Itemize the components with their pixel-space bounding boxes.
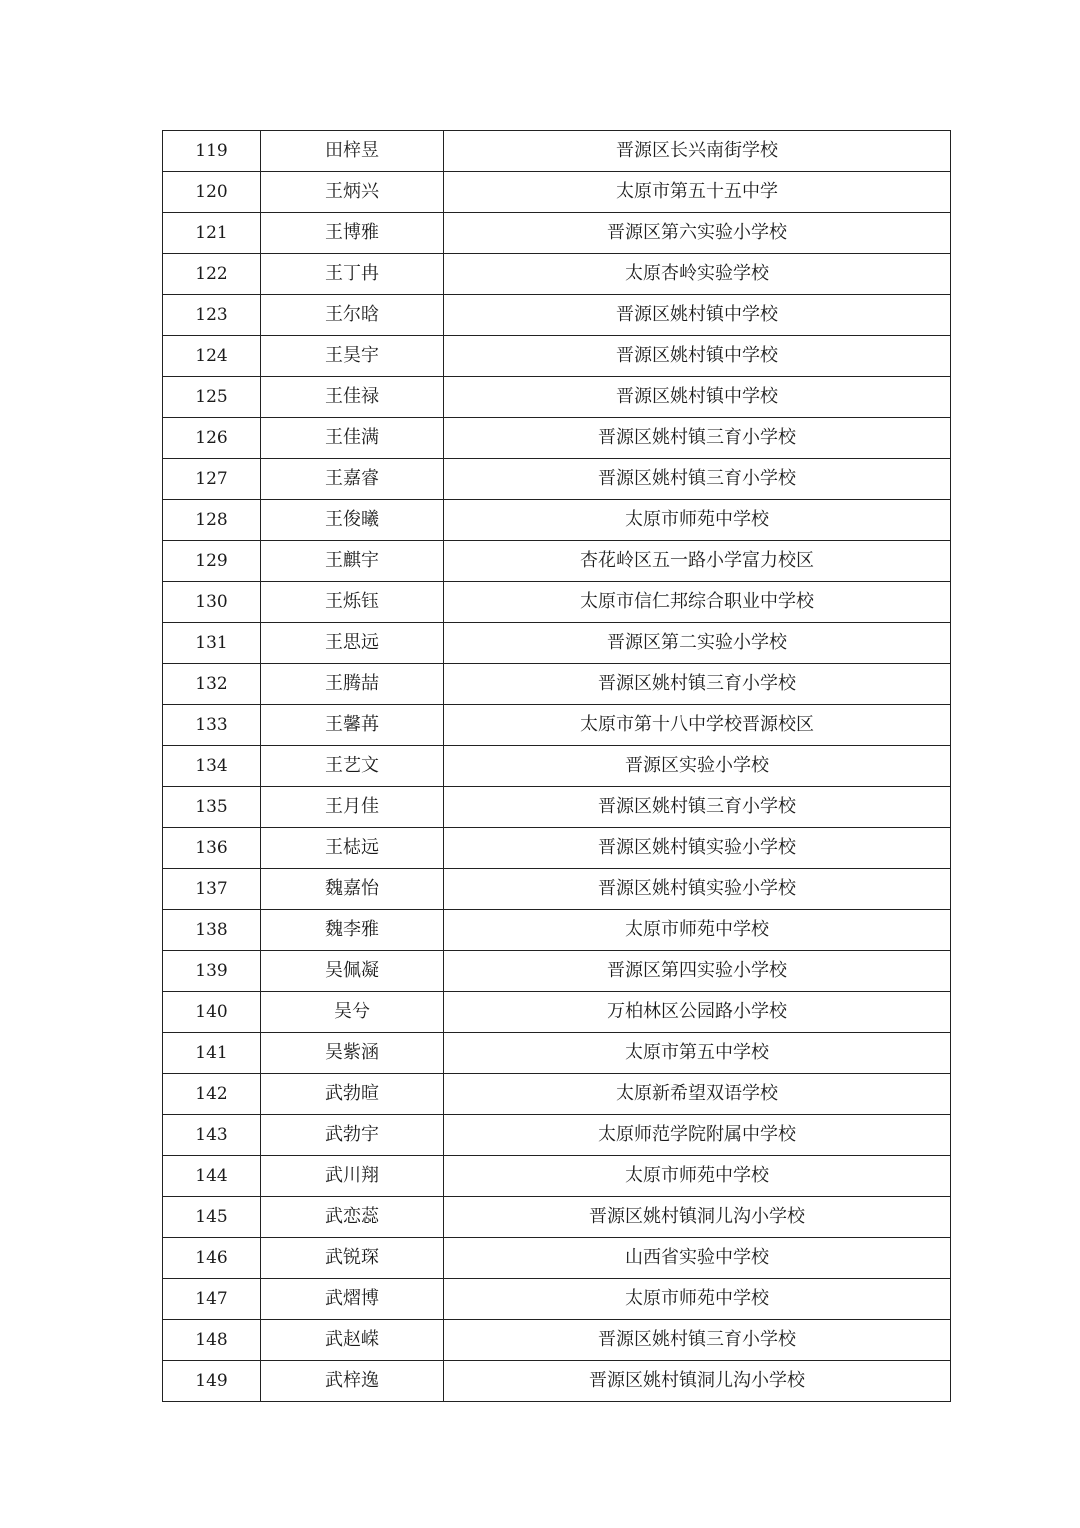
table-row xyxy=(163,295,951,336)
table-row xyxy=(163,1033,951,1074)
school-name-cell: 晋源区长兴南街学校 xyxy=(444,131,951,172)
row-number-cell: 140 xyxy=(163,992,261,1033)
row-number-cell: 144 xyxy=(163,1156,261,1197)
table-row xyxy=(163,1156,951,1197)
table-row xyxy=(163,172,951,213)
school-name-cell: 太原市师苑中学校 xyxy=(444,1279,951,1320)
table-row xyxy=(163,582,951,623)
school-name-cell: 晋源区姚村镇三育小学校 xyxy=(444,459,951,500)
table-row xyxy=(163,418,951,459)
row-number-cell: 142 xyxy=(163,1074,261,1115)
table-row xyxy=(163,459,951,500)
student-name-cell: 吴兮 xyxy=(261,992,444,1033)
student-name-cell: 田梓昱 xyxy=(261,131,444,172)
table-row xyxy=(163,254,951,295)
school-name-cell: 晋源区第四实验小学校 xyxy=(444,951,951,992)
table-row xyxy=(163,1074,951,1115)
school-name-cell: 太原杏岭实验学校 xyxy=(444,254,951,295)
row-number-cell: 127 xyxy=(163,459,261,500)
table-row xyxy=(163,500,951,541)
table-row xyxy=(163,1320,951,1361)
student-name-cell: 王佳禄 xyxy=(261,377,444,418)
row-number-cell: 135 xyxy=(163,787,261,828)
row-number-cell: 125 xyxy=(163,377,261,418)
student-name-cell: 王俊曦 xyxy=(261,500,444,541)
row-number-cell: 141 xyxy=(163,1033,261,1074)
table-row xyxy=(163,705,951,746)
student-name-cell: 王嘉睿 xyxy=(261,459,444,500)
student-name-cell: 王腾喆 xyxy=(261,664,444,705)
student-name-cell: 武梓逸 xyxy=(261,1361,444,1402)
table-row xyxy=(163,1279,951,1320)
school-name-cell: 晋源区姚村镇中学校 xyxy=(444,295,951,336)
school-name-cell: 晋源区姚村镇实验小学校 xyxy=(444,828,951,869)
student-name-cell: 王思远 xyxy=(261,623,444,664)
school-name-cell: 晋源区姚村镇实验小学校 xyxy=(444,869,951,910)
table-row xyxy=(163,951,951,992)
student-name-cell: 武勃暄 xyxy=(261,1074,444,1115)
student-name-cell: 王佳满 xyxy=(261,418,444,459)
table-row xyxy=(163,664,951,705)
student-name-cell: 王艺文 xyxy=(261,746,444,787)
student-name-cell: 王麒宇 xyxy=(261,541,444,582)
table-row xyxy=(163,377,951,418)
school-name-cell: 晋源区姚村镇三育小学校 xyxy=(444,664,951,705)
table-row xyxy=(163,1361,951,1402)
school-name-cell: 太原市师苑中学校 xyxy=(444,910,951,951)
school-name-cell: 太原市信仁邦综合职业中学校 xyxy=(444,582,951,623)
row-number-cell: 119 xyxy=(163,131,261,172)
student-name-cell: 武恋蕊 xyxy=(261,1197,444,1238)
student-name-cell: 吴佩凝 xyxy=(261,951,444,992)
student-name-cell: 王馨苒 xyxy=(261,705,444,746)
school-name-cell: 晋源区姚村镇洞儿沟小学校 xyxy=(444,1361,951,1402)
student-name-cell: 魏嘉怡 xyxy=(261,869,444,910)
student-name-cell: 武锐琛 xyxy=(261,1238,444,1279)
table-row xyxy=(163,336,951,377)
student-name-cell: 王博雅 xyxy=(261,213,444,254)
student-name-cell: 王梽远 xyxy=(261,828,444,869)
row-number-cell: 120 xyxy=(163,172,261,213)
row-number-cell: 134 xyxy=(163,746,261,787)
school-name-cell: 太原市第五十五中学 xyxy=(444,172,951,213)
student-name-cell: 王月佳 xyxy=(261,787,444,828)
school-name-cell: 晋源区姚村镇三育小学校 xyxy=(444,418,951,459)
student-name-cell: 王烁钰 xyxy=(261,582,444,623)
row-number-cell: 131 xyxy=(163,623,261,664)
school-name-cell: 晋源区实验小学校 xyxy=(444,746,951,787)
row-number-cell: 149 xyxy=(163,1361,261,1402)
row-number-cell: 146 xyxy=(163,1238,261,1279)
student-name-cell: 王昊宇 xyxy=(261,336,444,377)
student-name-cell: 武赵嵘 xyxy=(261,1320,444,1361)
school-name-cell: 太原市师苑中学校 xyxy=(444,500,951,541)
school-name-cell: 山西省实验中学校 xyxy=(444,1238,951,1279)
school-name-cell: 晋源区姚村镇三育小学校 xyxy=(444,1320,951,1361)
row-number-cell: 129 xyxy=(163,541,261,582)
table-row xyxy=(163,131,951,172)
student-name-cell: 王尔晗 xyxy=(261,295,444,336)
student-name-cell: 武川翔 xyxy=(261,1156,444,1197)
table-row xyxy=(163,746,951,787)
student-name-cell: 武熠博 xyxy=(261,1279,444,1320)
row-number-cell: 122 xyxy=(163,254,261,295)
row-number-cell: 136 xyxy=(163,828,261,869)
school-name-cell: 太原新希望双语学校 xyxy=(444,1074,951,1115)
school-name-cell: 晋源区姚村镇三育小学校 xyxy=(444,787,951,828)
roster-table-body xyxy=(163,131,951,1402)
row-number-cell: 128 xyxy=(163,500,261,541)
student-name-cell: 魏李雅 xyxy=(261,910,444,951)
school-name-cell: 晋源区姚村镇中学校 xyxy=(444,377,951,418)
school-name-cell: 晋源区第六实验小学校 xyxy=(444,213,951,254)
student-name-cell: 吴紫涵 xyxy=(261,1033,444,1074)
row-number-cell: 133 xyxy=(163,705,261,746)
row-number-cell: 121 xyxy=(163,213,261,254)
school-name-cell: 晋源区第二实验小学校 xyxy=(444,623,951,664)
table-row xyxy=(163,1197,951,1238)
school-name-cell: 万柏林区公园路小学校 xyxy=(444,992,951,1033)
row-number-cell: 124 xyxy=(163,336,261,377)
row-number-cell: 147 xyxy=(163,1279,261,1320)
table-row xyxy=(163,1238,951,1279)
table-row xyxy=(163,828,951,869)
row-number-cell: 143 xyxy=(163,1115,261,1156)
row-number-cell: 139 xyxy=(163,951,261,992)
school-name-cell: 太原市第五中学校 xyxy=(444,1033,951,1074)
table-row xyxy=(163,541,951,582)
row-number-cell: 132 xyxy=(163,664,261,705)
row-number-cell: 130 xyxy=(163,582,261,623)
table-row xyxy=(163,787,951,828)
school-name-cell: 晋源区姚村镇洞儿沟小学校 xyxy=(444,1197,951,1238)
student-name-cell: 王炳兴 xyxy=(261,172,444,213)
row-number-cell: 126 xyxy=(163,418,261,459)
table-row xyxy=(163,910,951,951)
table-row xyxy=(163,213,951,254)
student-name-cell: 武勃宇 xyxy=(261,1115,444,1156)
table-row xyxy=(163,869,951,910)
row-number-cell: 145 xyxy=(163,1197,261,1238)
row-number-cell: 137 xyxy=(163,869,261,910)
table-row xyxy=(163,1115,951,1156)
row-number-cell: 138 xyxy=(163,910,261,951)
school-name-cell: 杏花岭区五一路小学富力校区 xyxy=(444,541,951,582)
table-row xyxy=(163,992,951,1033)
school-name-cell: 太原市师苑中学校 xyxy=(444,1156,951,1197)
student-name-cell: 王丁冉 xyxy=(261,254,444,295)
school-name-cell: 太原市第十八中学校晋源校区 xyxy=(444,705,951,746)
row-number-cell: 148 xyxy=(163,1320,261,1361)
school-name-cell: 太原师范学院附属中学校 xyxy=(444,1115,951,1156)
row-number-cell: 123 xyxy=(163,295,261,336)
roster-table xyxy=(162,130,951,1402)
school-name-cell: 晋源区姚村镇中学校 xyxy=(444,336,951,377)
table-row xyxy=(163,623,951,664)
